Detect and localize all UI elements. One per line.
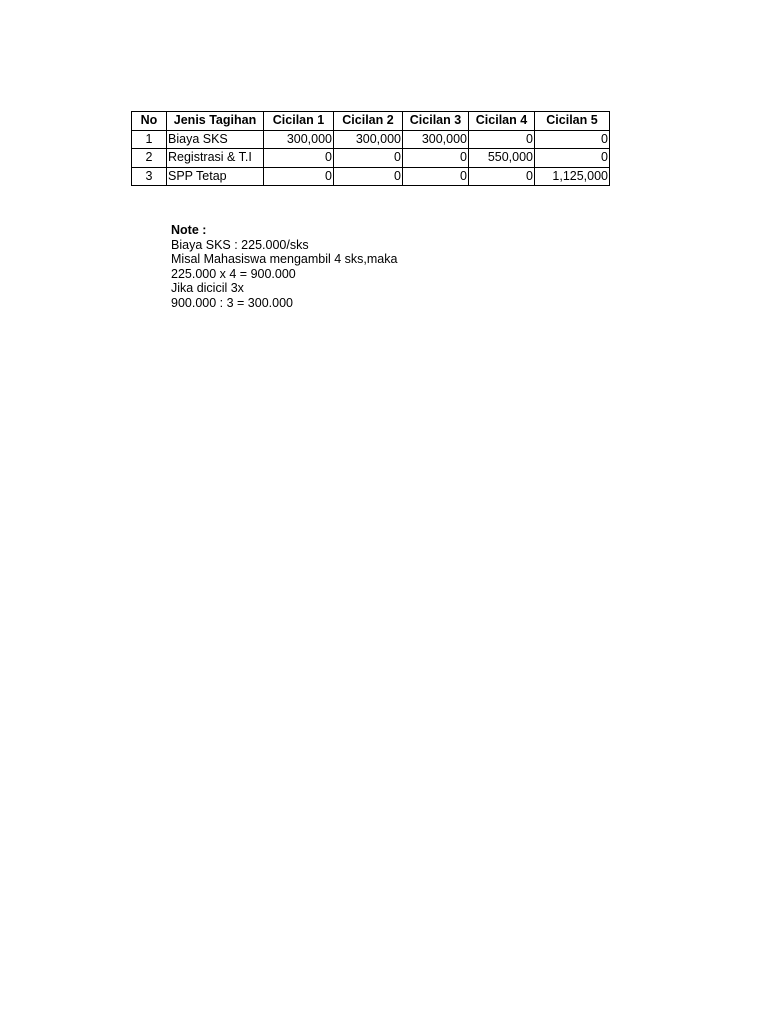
cell-cicilan-4: 0: [469, 167, 535, 186]
cell-cicilan-3: 300,000: [403, 130, 469, 149]
header-cicilan-5: Cicilan 5: [535, 112, 610, 131]
cell-cicilan-5: 1,125,000: [535, 167, 610, 186]
table-row: [132, 149, 610, 168]
cell-cicilan-3: 0: [403, 149, 469, 168]
note-line: 900.000 : 3 = 300.000: [171, 295, 293, 310]
cell-cicilan-1: 300,000: [264, 130, 334, 149]
note-line: Jika dicicil 3x: [171, 281, 244, 295]
cell-jenis-tagihan: SPP Tetap: [167, 167, 264, 186]
billing-table: [131, 111, 610, 186]
cell-cicilan-1: 0: [264, 149, 334, 168]
cell-cicilan-2: 0: [334, 149, 403, 168]
cell-jenis-tagihan: Registrasi & T.I: [167, 149, 264, 168]
cell-cicilan-2: 300,000: [334, 130, 403, 149]
cell-cicilan-1: 0: [264, 167, 334, 186]
cell-cicilan-4: 550,000: [469, 149, 535, 168]
note-line: Biaya SKS : 225.000/sks: [171, 237, 309, 252]
header-no: No: [132, 112, 167, 131]
note-block: [171, 223, 397, 310]
table-row: [132, 130, 610, 149]
cell-no: 1: [132, 130, 167, 149]
table-header-row: [132, 112, 610, 131]
cell-cicilan-5: 0: [535, 149, 610, 168]
note-title: Note :: [171, 223, 207, 237]
header-cicilan-1: Cicilan 1: [264, 112, 334, 131]
header-cicilan-4: Cicilan 4: [469, 112, 535, 131]
cell-cicilan-3: 0: [403, 167, 469, 186]
cell-jenis-tagihan: Biaya SKS: [167, 130, 264, 149]
header-cicilan-2: Cicilan 2: [334, 112, 403, 131]
cell-no: 3: [132, 167, 167, 186]
cell-cicilan-5: 0: [535, 130, 610, 149]
cell-cicilan-4: 0: [469, 130, 535, 149]
cell-no: 2: [132, 149, 167, 168]
note-line: 225.000 x 4 = 900.000: [171, 266, 296, 281]
header-cicilan-3: Cicilan 3: [403, 112, 469, 131]
header-jenis-tagihan: Jenis Tagihan: [167, 112, 264, 131]
cell-cicilan-2: 0: [334, 167, 403, 186]
note-line: Misal Mahasiswa mengambil 4 sks,maka: [171, 252, 398, 266]
table-row: [132, 167, 610, 186]
